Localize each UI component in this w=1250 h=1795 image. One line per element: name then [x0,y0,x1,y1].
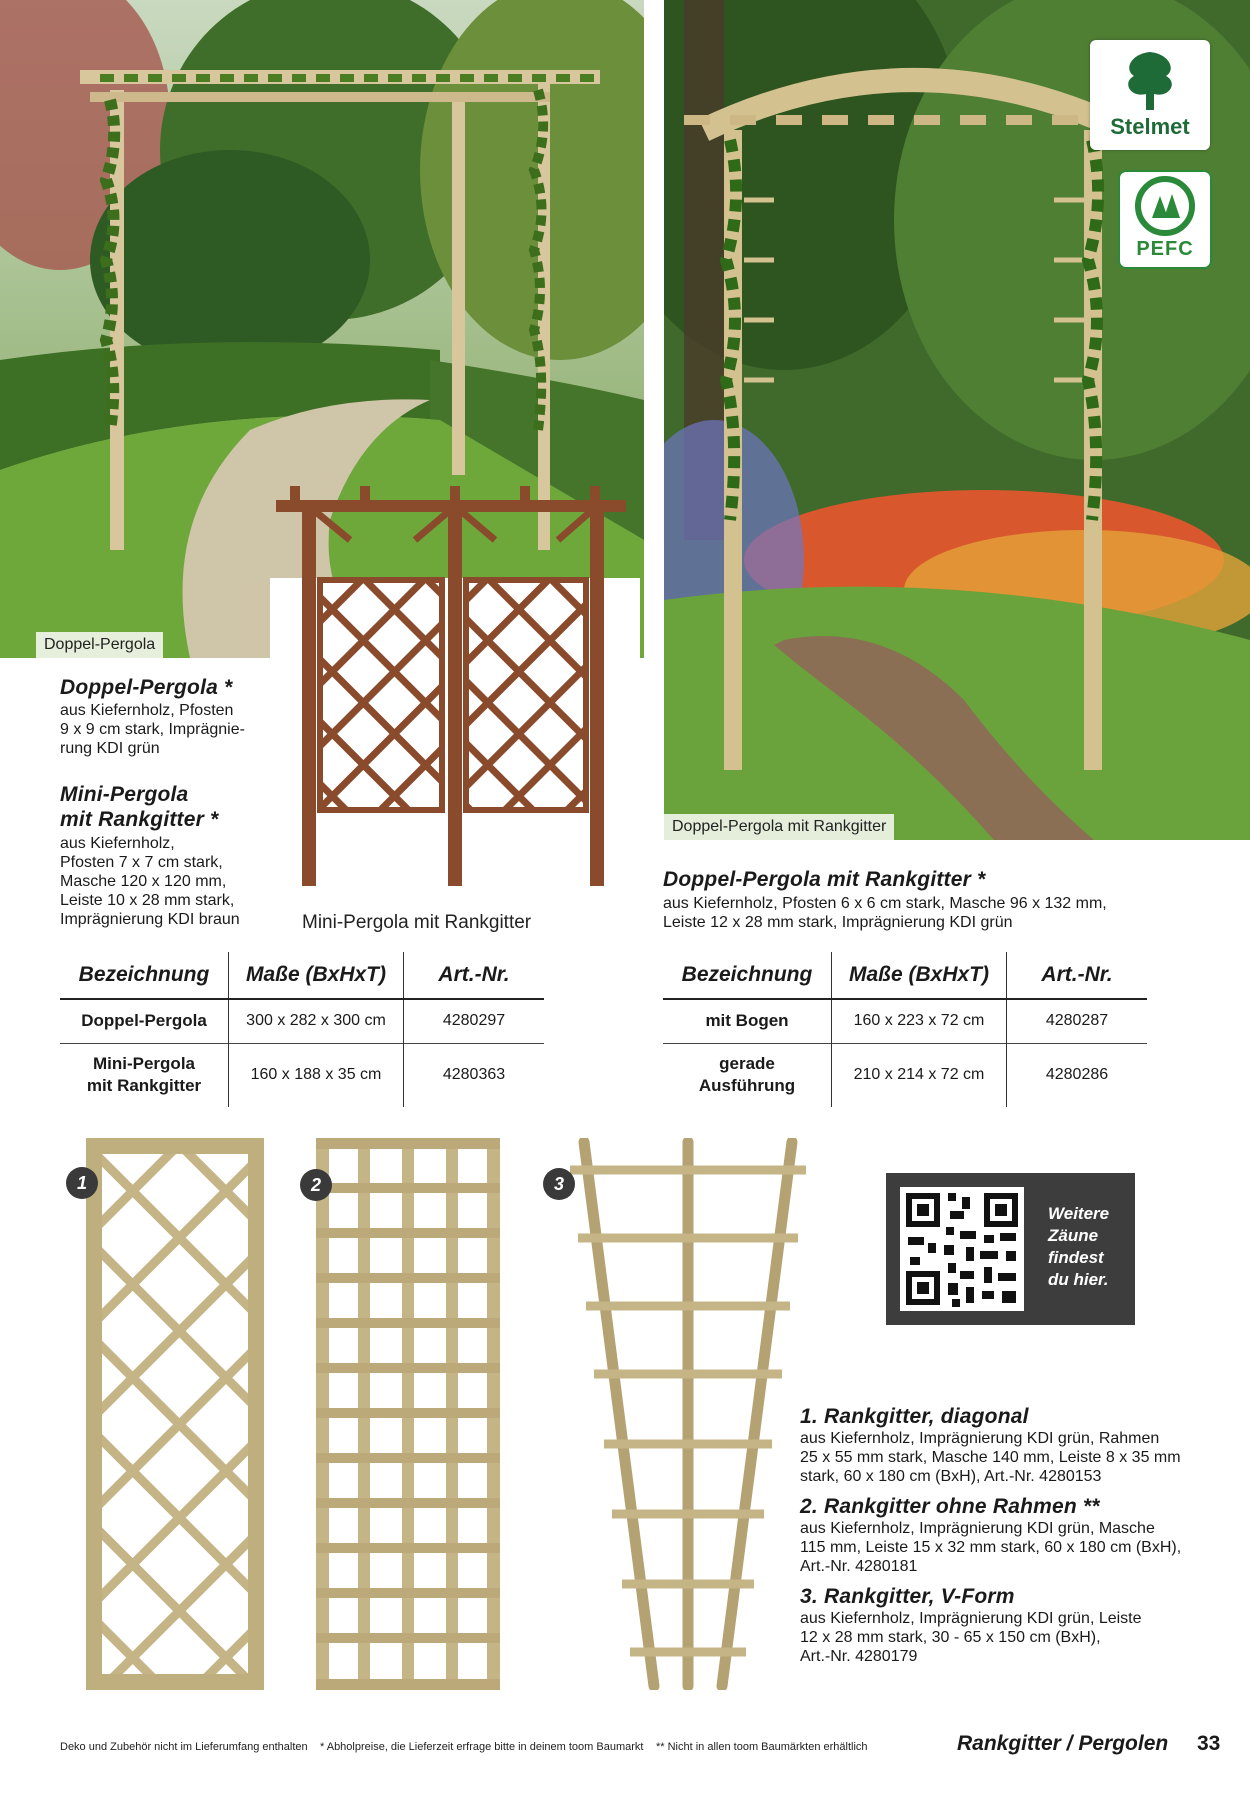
product-desc-doppel-pergola-rankgitter: aus Kiefernholz, Pfosten 6 x 6 cm stark, Masche 96 x 132 mm, Leiste 12 x 28 mm stark, Imprägnierung KDI grün [663,895,1107,931]
product-title-doppel-pergola: Doppel-Pergola * [60,676,233,699]
spec-table-right [663,952,1147,1107]
stelmet-logo-text: Stelmet [1110,114,1190,139]
photo-label-doppel-pergola: Doppel-Pergola [36,632,163,658]
product-desc-doppel-pergola: aus Kiefernholz, Pfosten 9 x 9 cm stark, Imprägnie- rung KDI grün [60,702,245,757]
table-header: Bezeichnung [663,952,832,999]
spec-table-left [60,952,544,1107]
table-cell-art: 4280297 [404,999,545,1043]
table-cell-size: 210 x 214 x 72 cm [832,1043,1007,1107]
badge-1: 1 [66,1167,98,1199]
pefc-tree-icon [1120,172,1210,242]
table-header: Art.-Nr. [1007,952,1148,999]
table-cell-size: 300 x 282 x 300 cm [229,999,404,1043]
table-header: Bezeichnung [60,952,229,999]
footer-section-title: Rankgitter / Pergolen [957,1732,1169,1755]
badge-3: 3 [543,1168,575,1200]
table-cell-art: 4280286 [1007,1043,1148,1107]
qr-promo-box[interactable] [886,1173,1135,1325]
footer-note-abholpreise: * Abholpreise, die Lieferzeit erfrage bitte in deinem toom Baumarkt [320,1741,644,1753]
trellis-vform-image [570,1138,806,1690]
table-header-row [60,952,544,999]
table-cell-art: 4280287 [1007,999,1148,1043]
stelmet-logo [1090,40,1210,150]
table-header-row [663,952,1147,999]
table-header: Maße (BxHxT) [229,952,404,999]
table-row [663,999,1147,1043]
table-row [60,999,544,1043]
product-title-mini-pergola: Mini-Pergola mit Rankgitter * [60,783,219,831]
trellis-3-title: 3. Rankgitter, V-Form [800,1585,1015,1608]
footer-note-verfuegbarkeit: ** Nicht in allen toom Baumärkten erhältlich [656,1741,868,1753]
table-cell-art: 4280363 [404,1043,545,1107]
page-number: 33 [1197,1732,1221,1755]
photo-mini-pergola [270,480,640,900]
trellis-descriptions [800,1404,1230,1666]
footer-note-deko: Deko und Zubehör nicht im Lieferumfang enthalten [60,1741,308,1753]
table-row [663,1043,1147,1107]
photo-label-doppel-pergola-rankgitter: Doppel-Pergola mit Rankgitter [664,814,894,840]
table-cell-name: mit Bogen [663,999,832,1043]
table-cell-name: gerade Ausführung [663,1043,832,1107]
trellis-square-image [316,1138,500,1690]
badge-2: 2 [300,1169,332,1201]
product-title-doppel-pergola-rankgitter: Doppel-Pergola mit Rankgitter * [663,868,986,891]
qr-promo-text: Weitere Zäune findest du hier. [1048,1204,1110,1289]
trellis-1-title: 1. Rankgitter, diagonal [800,1405,1029,1428]
trellis-2-title: 2. Rankgitter ohne Rahmen ** [800,1495,1100,1518]
table-header: Maße (BxHxT) [832,952,1007,999]
trellis-diagonal-image [86,1138,264,1690]
table-cell-name: Mini-Pergola mit Rankgitter [60,1043,229,1107]
caption-mini-pergola: Mini-Pergola mit Rankgitter [302,912,532,933]
table-cell-size: 160 x 188 x 35 cm [229,1043,404,1107]
pefc-logo-text: PEFC [1136,238,1194,260]
table-cell-size: 160 x 223 x 72 cm [832,999,1007,1043]
table-header: Art.-Nr. [404,952,545,999]
tree-icon [1090,40,1210,120]
pefc-logo [1118,170,1212,269]
product-desc-mini-pergola: aus Kiefernholz, Pfosten 7 x 7 cm stark, Masche 120 x 120 mm, Leiste 10 x 28 mm stark, Imprägnierung KDI braun [60,835,240,928]
trellis-1-desc: aus Kiefernholz, Imprägnierung KDI grün, Rahmen 25 x 55 mm stark, Masche 140 mm, Leiste 8 x 35 mm stark, 60 x 180 cm (BxH), Art.-Nr. 4280153 [800,1430,1181,1485]
table-row [60,1043,544,1107]
qr-code-icon[interactable] [900,1187,1024,1311]
table-cell-name: Doppel-Pergola [60,999,229,1043]
trellis-2-desc: aus Kiefernholz, Imprägnierung KDI grün, Masche 115 mm, Leiste 15 x 32 mm stark, 60 x 180 cm (BxH), Art.-Nr. 4280181 [800,1520,1182,1575]
trellis-3-desc: aus Kiefernholz, Imprägnierung KDI grün, Leiste 12 x 28 mm stark, 30 - 65 x 150 cm (BxH), Art.-Nr. 4280179 [800,1610,1142,1665]
